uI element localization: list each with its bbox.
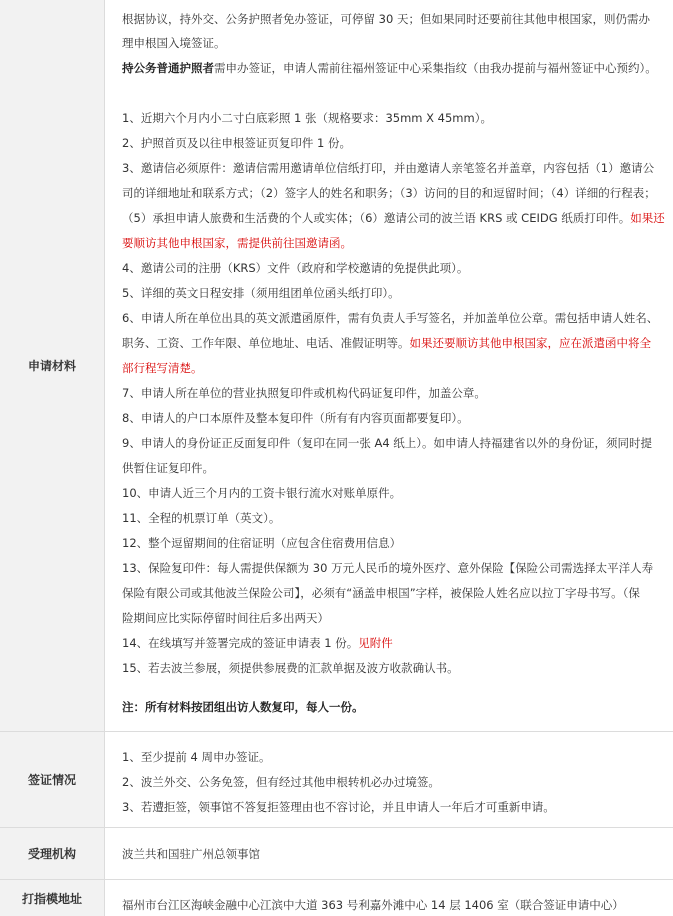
item-4: 4、邀请公司的注册（KRS）文件（政府和学校邀请的免提供此项）。 (122, 261, 469, 275)
item-2: 2、护照首页及以往申根签证页复印件 1 份。 (122, 136, 351, 150)
ordinary-note-bold: 公务普通护照者 (133, 61, 214, 75)
item-3-red-note: 如果还 (630, 211, 665, 225)
ordinary-passport-note (122, 56, 657, 80)
item-5: 5、详细的英文日程安排（须用组团单位函头纸打印）。 (122, 286, 400, 300)
item-6-line-2 (122, 331, 651, 355)
item-6-red-note-2: 部行程写清楚。 (122, 361, 203, 375)
item-14 (122, 631, 393, 655)
fingerprint-cell (105, 880, 673, 916)
intro-line-1: 根据协议，持外交、公务护照者免办签证，可停留 30 天；但如果同时还要前往其他申根国家，则仍需办 (122, 12, 650, 26)
item-6-line-1: 6、申请人所在单位出具的英文派遣函原件，需有负责人手写签名，并加盖单位公章。需包括申请人姓名、 (122, 311, 659, 325)
item-13-line-2: 保险有限公司或其他波兰保险公司】，必须有“涵盖申根国”字样，被保险人姓名应以拉丁字母书写。（保 (122, 586, 640, 600)
item-10: 10、申请人近三个月内的工资卡银行流水对账单原件。 (122, 486, 402, 500)
visa-line-3: 3、若遭拒签，领事馆不答复拒签理由也不容讨论，并且申请人一年后才可重新申请。 (122, 800, 555, 814)
item-3-line-3-text: （5）承担申请人旅费和生活费的个人或实体；（6）邀请公司的波兰语 KRS 或 CEIDG 纸质打印件。 (122, 211, 631, 225)
item-12: 12、整个逗留期间的住宿证明（应包含住宿费用信息） (122, 536, 402, 550)
item-9-line-1: 9、申请人的身份证正反面复印件（复印在同一张 A4 纸上）。如申请人持福建省以外的身份证，须同时提 (122, 436, 653, 450)
item-6-line-2-text: 职务、工资、工作年限、单位地址、电话、准假证明等。 (122, 336, 410, 350)
fingerprint-label (0, 880, 105, 916)
agency-label (0, 828, 105, 880)
materials-label (0, 0, 105, 732)
materials-cell (105, 0, 673, 732)
fingerprint-label-text: 打指模地址 (21, 891, 82, 906)
item-15: 15、若去波兰参展，须提供参展费的汇款单据及波方收款确认书。 (122, 661, 459, 675)
item-1: 1、近期六个月内小二寸白底彩照 1 张（规格要求：35mm X 45mm）。 (122, 111, 492, 125)
intro-line-2: 理申根国入境签证。 (122, 36, 226, 50)
item-8: 8、申请人的户口本原件及整本复印件（所有有内容页面都要复印）。 (122, 411, 469, 425)
materials-footnote: 注：所有材料按团组出访人数复印，每人一份。 (122, 700, 364, 714)
item-13-line-3: 险期间应比实际停留时间往后多出两天） (122, 611, 329, 625)
attachment-link[interactable]: 见附件 (358, 636, 393, 650)
ordinary-note-rest: 需申办签证，申请人需前往福州签证中心采集指纹（由我办提前与福州签证中心预约）。 (214, 61, 657, 75)
fingerprint-address: 福州市台江区海峡金融中心江滨中大道 363 号利嘉外滩中心 14 层 1406 室（联合签证申请中心） (122, 898, 624, 912)
visa-line-2: 2、波兰外交、公务免签，但有经过其他申根转机必办过境签。 (122, 775, 440, 789)
item-11: 11、全程的机票订单（英文）。 (122, 511, 281, 525)
agency-cell (105, 828, 673, 880)
item-13-line-1: 13、保险复印件：每人需提供保额为 30 万元人民币的境外医疗、意外保险【保险公司需选择太平洋人寿 (122, 561, 654, 575)
agency-label-text: 受理机构 (27, 847, 76, 861)
agency-value: 波兰共和国驻广州总领事馆 (122, 847, 260, 861)
item-14-text: 14、在线填写并签署完成的签证申请表 1 份。 (122, 636, 359, 650)
item-9-line-2: 供暂住证复印件。 (122, 461, 214, 475)
ordinary-note-prefix: 持 (122, 61, 134, 75)
visa-label-text: 签证情况 (27, 773, 76, 787)
visa-cell (105, 732, 673, 828)
item-3-red-note-2: 要顺访其他申根国家，需提供前往国邀请函。 (122, 236, 352, 250)
item-6-red-note: 如果还要顺访其他申根国家，应在派遣函中将全 (409, 336, 651, 350)
materials-label-text: 申请材料 (27, 359, 76, 373)
visa-label (0, 732, 105, 828)
item-3-line-2: 司的详细地址和联系方式；（2）签字人的姓名和职务；（3）访问的目的和逗留时间；（4）详细的行程表； (122, 186, 656, 200)
item-3-line-1: 3、邀请信必须原件：邀请信需用邀请单位信纸打印，并由邀请人亲笔签名并盖章，内容包括（1）邀请公 (122, 161, 655, 175)
item-3-line-3 (122, 206, 665, 230)
item-7: 7、申请人所在单位的营业执照复印件或机构代码证复印件，加盖公章。 (122, 386, 486, 400)
visa-line-1: 1、至少提前 4 周申办签证。 (122, 750, 271, 764)
